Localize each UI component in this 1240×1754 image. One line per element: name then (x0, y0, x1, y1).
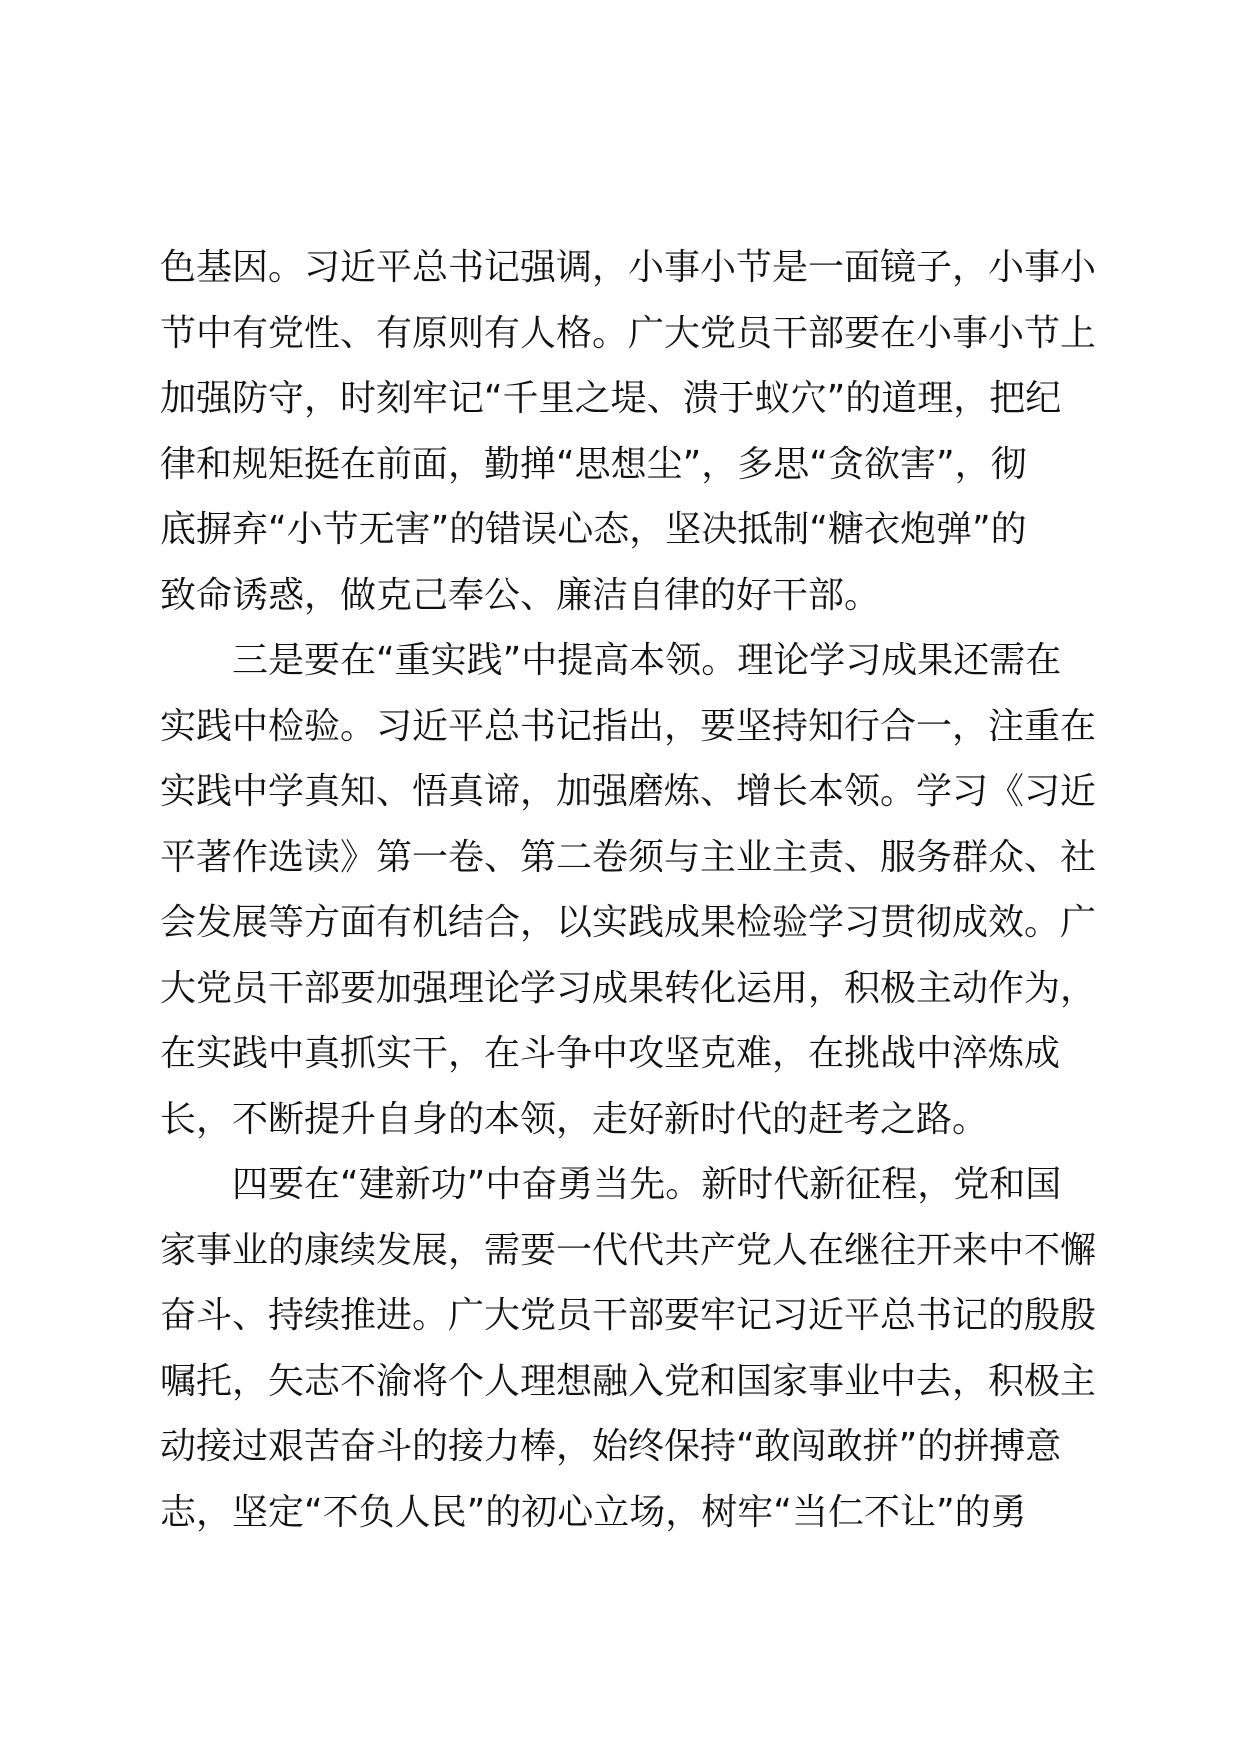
text-line: 平著作选读》第一卷、第二卷须与主业主责、服务群众、社 (160, 836, 1097, 878)
paragraph-start-line: 三是要在“重实践”中提高本领。理论学习成果还需在 (232, 640, 1062, 681)
text-line: 在实践中真抓实干，在斗争中攻坚克难，在挑战中淬炼成 (160, 1033, 1061, 1074)
text-line: 实践中检验。习近平总书记指出，要坚持知行合一，注重在 (160, 705, 1097, 747)
text-line: 家事业的康续发展，需要一代代共产党人在继往开来中不懈 (160, 1229, 1097, 1271)
text-line: 节中有党性、有原则有人格。广大党员干部要在小事小节上 (160, 312, 1097, 354)
text-line: 大党员干部要加强理论学习成果转化运用，积极主动作为， (160, 967, 1097, 1009)
text-line: 实践中学真知、悟真谛，加强磨炼、增长本领。学习《习近 (160, 771, 1097, 812)
text-line: 致命诱惑，做克己奉公、廉洁自律的好干部。 (160, 574, 881, 616)
text-line: 嘱托，矢志不渝将个人理想融入党和国家事业中去，积极主 (160, 1360, 1097, 1402)
text-line: 会发展等方面有机结合，以实践成果检验学习贯彻成效。广 (160, 902, 1097, 943)
text-line: 长，不断提升自身的本领，走好新时代的赶考之路。 (160, 1098, 989, 1140)
body-text (160, 235, 1097, 1545)
text-line: 色基因。习近平总书记强调，小事小节是一面镜子，小事小 (160, 247, 1097, 288)
text-line: 加强防守，时刻牢记“千里之堤、溃于蚁穴”的道理，把纪 (160, 378, 1062, 419)
text-line: 志，坚定“不负人民”的初心立场，树牢“当仁不让”的勇 (160, 1491, 1027, 1533)
text-line: 动接过艰苦奋斗的接力棒，始终保持“敢闯敢拼”的拼搏意 (160, 1426, 1062, 1467)
text-line: 奋斗、持续推进。广大党员干部要牢记习近平总书记的殷殷 (160, 1295, 1097, 1336)
paragraph-start-line: 四要在“建新功”中奋勇当先。新时代新征程，党和国 (232, 1164, 1062, 1205)
text-line: 律和规矩挺在前面，勤掸“思想尘”，多思“贪欲害”，彻 (160, 443, 1027, 485)
text-line: 底摒弃“小节无害”的错误心态，坚决抵制“糖衣炮弹”的 (160, 509, 1027, 550)
